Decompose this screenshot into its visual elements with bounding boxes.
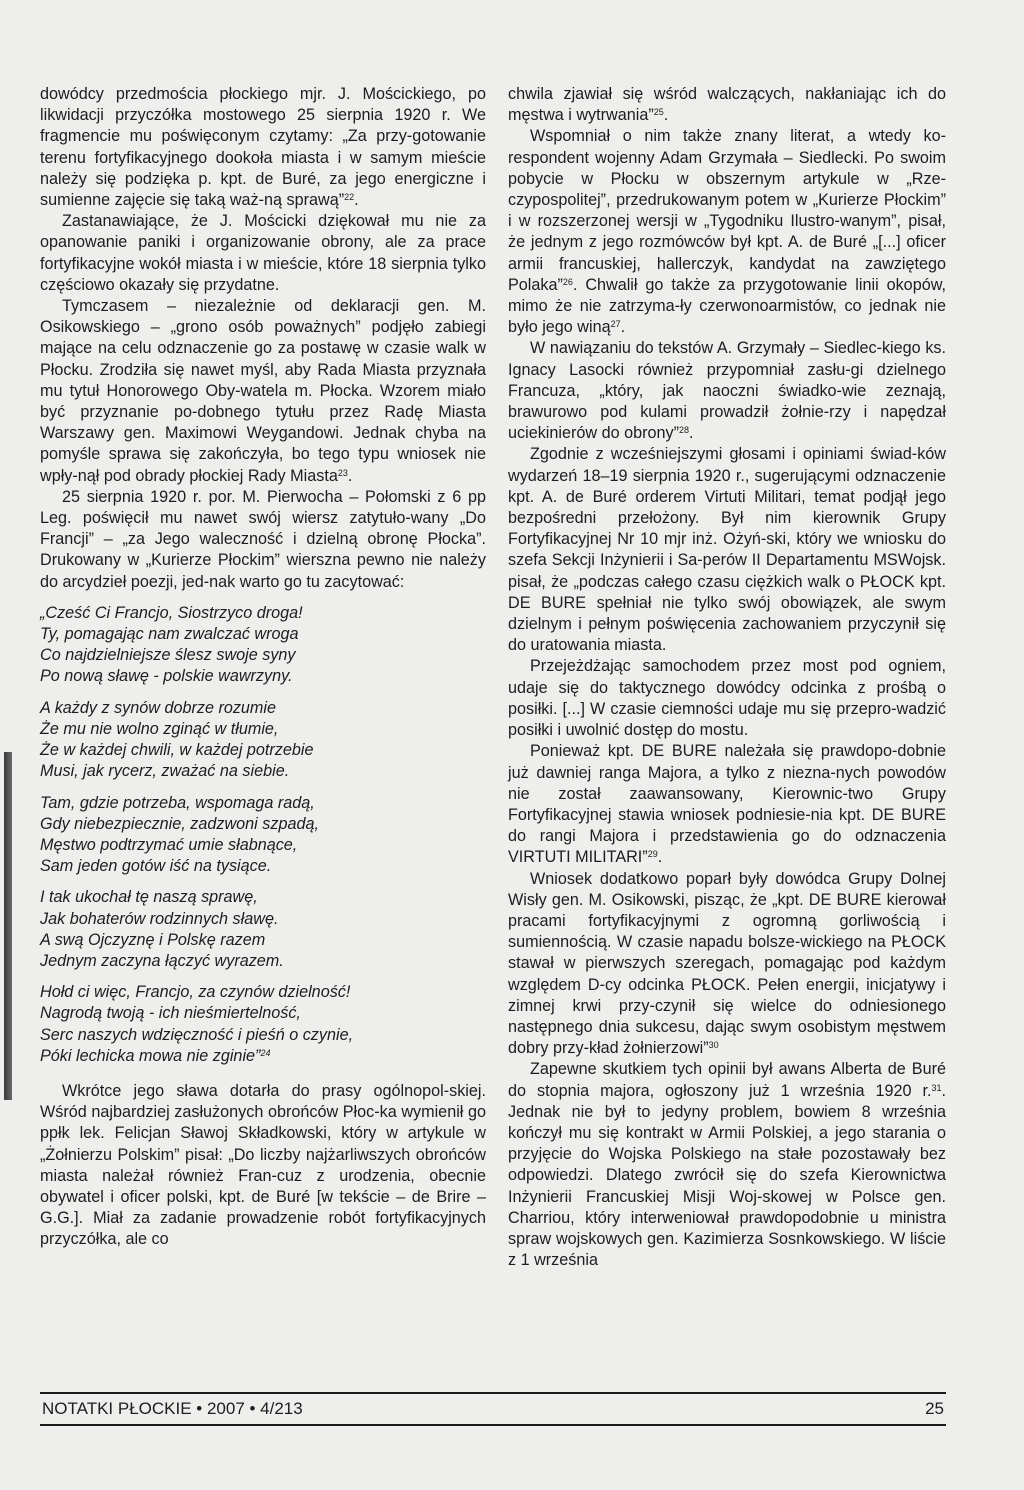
poem-line: Że mu nie wolno zginąć w tłumie, [40, 719, 279, 738]
poem-stanza [40, 793, 486, 878]
footnote-ref: 25 [653, 107, 664, 118]
poem-line: Nagrodą twoją - ich nieśmiertelność, [40, 1004, 301, 1023]
paragraph: Wspomniał o nim także znany literat, a wtedy ko-respondent wojenny Adam Grzymała – Siedlecki. Po swoim pobycie w Płocku w obszernym artykule w „Rze-czypospolitej”, przedrukowanym potem w „Kurierze Płockim” i w rozszerzonej wersji w „Tygodniku Ilustro-wanym”, pisał, że jednym z jego rozmówców był kpt. A. de Buré „[...] oficer armii francuskiej, hallerczyk, kandydat na zawziętego Polaka”$^{26}$. Chwalił go także za przygotowanie linii okopów, mimo że nie zatrzyma-ły czerwonoarmistów, co jednak nie było jego winą$^{27}$. [508, 127, 946, 337]
poem-line: Co najdzielniejsze ślesz swoje syny [40, 646, 296, 665]
paragraph: Przejeżdżając samochodem przez most pod ogniem, udaje się do taktycznego dowódcy odcinka z prośbą o posiłki. [...] W czasie ciemności udaje mu się przepro-wadzić posiłki i uwolnić dostęp do mostu. [508, 657, 946, 740]
paragraph: Wniosek dodatkowo poparł były dowódca Grupy Dolnej Wisły gen. M. Osikowski, pisząc, że „kpt. DE BURE kierował pracami fortyfikacyjnymi z ogromną gorliwością i sumiennością. W czasie napadu bolsze-wickiego na PŁOCK stawał w pierwszych szeregach, pomagając pod każdym względem D-cy odcinka PŁOCK. Pełen energii, inicjatywy i zimnej krwi przy-czynił się wielce do odniesionego następnego dnia sukcesu, dając swym osobistym męstwem dobry przy-kład żołnierzowi”$^{30}$ [508, 869, 946, 1058]
poem-stanza [40, 982, 486, 1067]
footnote-ref: 27 [610, 319, 621, 330]
poem-line: Jednym zaczyna łączyć wyrazem. [40, 951, 284, 970]
paragraph: Ponieważ kpt. DE BURE należała się prawdopo-dobnie już dawniej ranga Majora, a tylko z niezna-nych powodów nie został zaawansowany, Kierownic-two Grupy Fortyfikacyjnej stawia wniosek podniesie-nia kpt. DE BURE do rangi Majora i przedstawienia go do odznaczenia VIRTUTI MILITARI”$^{29}$. [508, 742, 946, 867]
page-number: 25 [925, 1399, 944, 1418]
poem-line: Serc naszych wdzięczność i pieśń o czynie, [40, 1025, 354, 1044]
footnote-ref: 22 [344, 192, 355, 203]
poem-line: Sam jeden gotów iść na tysiące. [40, 857, 272, 876]
poem-line: Męstwo podtrzymać umie słabnące, [40, 835, 298, 854]
paragraph: Wkrótce jego sława dotarła do prasy ogólnopol-skiej. Wśród najbardziej zasłużonych obrońców Płoc-ka wymienił go ppłk lek. Felicjan Sławoj Składkowski, który w artykule w „Żołnierzu Polskim” pisał: „Do liczby najżarliwszych obrońców miasta należał również Fran-cuz z urodzenia, obecnie obywatel i oficer polski, kpt. de Buré [w tekście – de Brire – G.G.]. Miał za zadanie prowadzenie robót fortyfikacyjnych przyczółka, ale co [40, 1081, 486, 1249]
poem-line: Jak bohaterów rodzinnych sławę. [40, 909, 279, 928]
poem-line: Ty, pomagając nam zwalczać wroga [40, 625, 299, 644]
paragraph: Tymczasem – niezależnie od deklaracji gen. M. Osikowskiego – „grono osób poważnych” podjęło zabiegi mające na celu odznaczenie go za postawę w czasie walk w Płocku. Zrodziła się nawet myśl, aby Rada Miasta przyznała mu tytuł Honorowego Oby-watela m. Płocka. Wzorem miało być przyznanie po-dobnego tytułu przez Radę Miasta Warszawy gen. Maximowi Weygandowi. Jednak chyba na pomyśle sprawa się zakończyła, bo tego typu wniosek nie wpły-nął pod obrady płockiej Rady Miasta$^{23}$. [40, 297, 486, 485]
margin-scan-bar [4, 752, 12, 1100]
poem-line: Że w każdej chwili, w każdej potrzebie [40, 741, 314, 760]
page-footer [40, 1392, 946, 1426]
poem-line: A swą Ojczyznę i Polskę razem [40, 930, 266, 949]
poem-line: Po nową sławę - polskie wawrzyny. [40, 667, 293, 686]
paragraph: Zapewne skutkiem tych opinii był awans Alberta de Buré do stopnia majora, ogłoszony już 1 września 1920 r.$^{31}$. Jednak nie był to jedyny problem, bowiem 8 września kończył mu się kontrakt w Armii Polskiej, a jego starania o przyjęcie do Wojska Polskiego na stałe pozostawały bez odpowiedzi. Dlatego zwrócił się do szefa Kierownictwa Inżynierii Francuskiej Misji Woj-skowej w Polsce gen. Charriou, który interweniował prawdopodobnie u ministra spraw wojskowych gen. Kazimierza Sosnkowskiego. W liście z 1 września [508, 1060, 946, 1270]
paragraph: Zastanawiające, że J. Mościcki dziękował mu nie za opanowanie paniki i organizowanie obrony, ale za prace fortyfikacyjne wokół miasta i w mieście, które 18 sierpnia tylko częściowo okazały się przydatne. [40, 212, 486, 294]
poem-line: Musi, jak rycerz, zważać na siebie. [40, 762, 290, 781]
poem-line: Gdy niebezpiecznie, zadzwoni szpadą, [40, 814, 319, 833]
poem-line: Tam, gdzie potrzeba, wspomaga radą, [40, 793, 315, 812]
poem-line: Póki lechicka mowa nie zginie”$^{24}$ [40, 1046, 271, 1065]
paragraph: W nawiązaniu do tekstów A. Grzymały – Siedlec-kiego ks. Ignacy Lasocki również przypomniał zasłu-gi dzielnego Francuza, „który, jak naoczni świadko-wie zeznają, brawurowo pod kulami prowadził żołnie-rzy i napędzał uciekinierów do obrony”$^{28}$. [508, 339, 946, 443]
paragraph: chwila zjawiał się wśród walczących, nakłaniając ich do męstwa i wytrwania”$^{25}$. [508, 85, 946, 125]
footnote-ref: 26 [562, 276, 573, 287]
right-column [508, 84, 946, 1271]
poem-line: Hołd ci więc, Francjo, za czynów dzielność! [40, 983, 351, 1002]
poem-stanza [40, 603, 486, 688]
paragraph: Zgodnie z wcześniejszymi głosami i opiniami świad-ków wydarzeń 18–19 sierpnia 1920 r., sugerującymi odznaczenie kpt. A. de Buré orderem Virtuti Militari, temat podjął jego bezpośredni przełożony. Był nim kierownik Grupy Fortyfikacyjnej Nr 10 mjr inż. Ożyń-ski, który we wniosku do szefa Sekcji Inżynierii i Sa-perów II Departamentu MSWojsk. pisał, że „podczas całego czasu ciężkich walk o PŁOCK kpt. DE BURE spełniał nie tylko swój obowiązek, ale swym dzielnym i pełnym poświęcenia zachowaniem przyczynił się do uratowania miasta. [508, 445, 946, 655]
poem [40, 603, 486, 1067]
journal-title: NOTATKI PŁOCKIE • 2007 • 4/213 [42, 1399, 303, 1418]
footnote-ref: 30 [708, 1040, 719, 1051]
footnote-ref: 31 [931, 1082, 942, 1093]
poem-stanza [40, 887, 486, 972]
poem-line: A każdy z synów dobrze rozumie [40, 698, 277, 717]
footnote-ref: 28 [678, 425, 689, 436]
paragraph: dowódcy przedmościa płockiego mjr. J. Mościckiego, po likwidacji przyczółka mostowego 25 sierpnia 1920 r. We fragmencie mu poświęconym czytamy: „Za przy-gotowanie terenu fortyfikacyjnego dookoła miasta i w samym mieście należy się podzięka p. kpt. de Buré, za jego energiczne i sumienne zajęcie się taką waż-ną sprawą”$^{22}$. [40, 85, 486, 210]
footnote-ref: 24 [260, 1047, 271, 1058]
footnote-ref: 23 [337, 467, 348, 478]
left-column [40, 84, 486, 1251]
poem-line: I tak ukochał tę naszą sprawę, [40, 888, 258, 907]
poem-line: „Cześć Ci Francjo, Siostrzyco droga! [40, 603, 303, 622]
paragraph: 25 sierpnia 1920 r. por. M. Pierwocha – Połomski z 6 pp Leg. poświęcił mu nawet swój wiersz zatytuło-wany „Do Francji” – „za Jego waleczność i dzielną obronę Płocka”. Drukowany w „Kurierze Płockim” wierszna pewno nie należy do arcydzieł poezji, jed-nak warto go tu zacytować: [40, 487, 486, 591]
poem-stanza [40, 698, 486, 783]
footnote-ref: 29 [647, 849, 658, 860]
